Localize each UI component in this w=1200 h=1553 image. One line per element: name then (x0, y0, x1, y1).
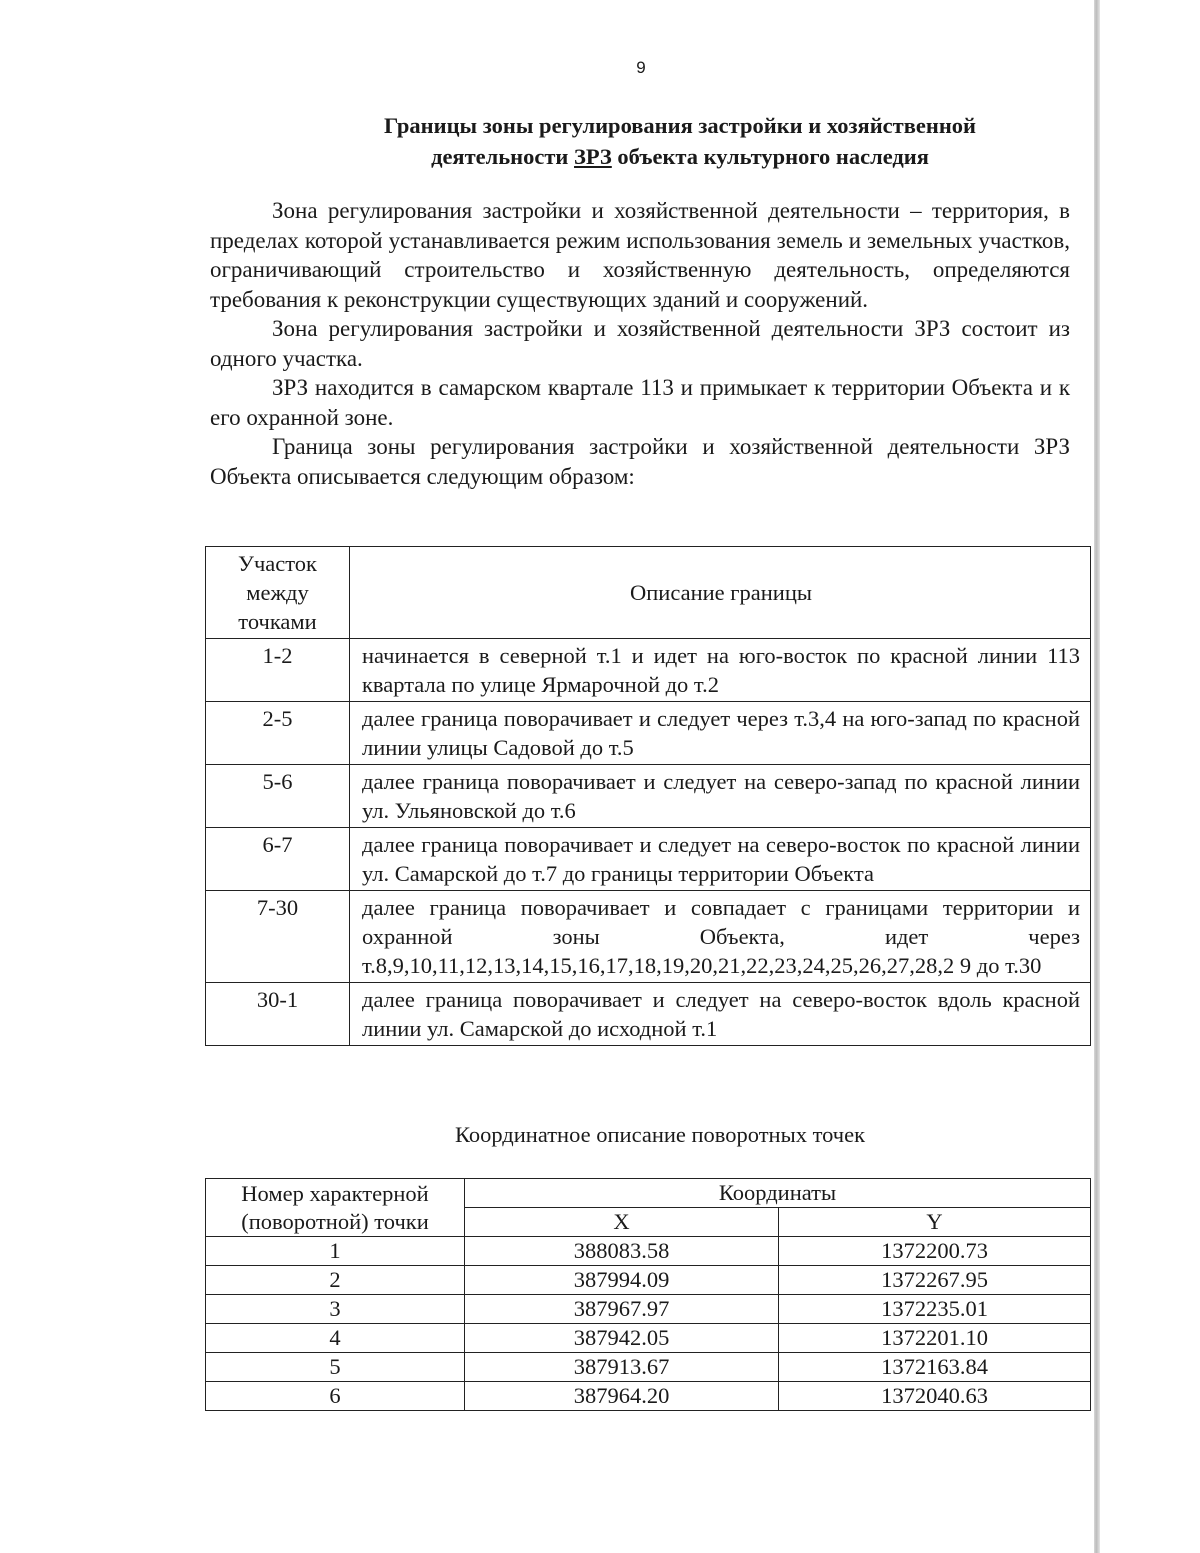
x-cell: 387913.67 (465, 1353, 779, 1382)
coords-table (205, 1178, 1091, 1411)
y-cell: 1372235.01 (779, 1295, 1091, 1324)
segment-cell: 1-2 (206, 639, 350, 702)
table-row (206, 702, 1091, 765)
title-line-2-end: объекта культурного наследия (611, 144, 929, 169)
title-line-2-start: деятельности (431, 144, 575, 169)
x-cell: 387994.09 (465, 1266, 779, 1295)
table-row (206, 891, 1091, 983)
scan-edge-shadow (1094, 0, 1100, 1553)
header-coordinates: Координаты (465, 1179, 1091, 1208)
x-cell: 387942.05 (465, 1324, 779, 1353)
paragraph: Зона регулирования застройки и хозяйственной деятельности ЗРЗ состоит из одного участка. (210, 316, 1070, 371)
y-cell: 1372163.84 (779, 1353, 1091, 1382)
header-y: Y (779, 1208, 1091, 1237)
table-row (206, 1382, 1091, 1411)
table-row (206, 1353, 1091, 1382)
title-abbreviation: ЗРЗ (574, 144, 612, 169)
title-line-1: Границы зоны регулирования застройки и хозяйственной (384, 113, 976, 138)
table-row (206, 828, 1091, 891)
point-cell: 6 (206, 1382, 465, 1411)
point-cell: 5 (206, 1353, 465, 1382)
segment-cell: 6-7 (206, 828, 350, 891)
table-row (206, 1266, 1091, 1295)
point-cell: 4 (206, 1324, 465, 1353)
point-cell: 2 (206, 1266, 465, 1295)
paragraph: Зона регулирования застройки и хозяйственной деятельности – территория, в пределах которой устанавливается режим использования земель и земельных участков, ограничивающий строительство и хозяйственную деятельность, определяются требования к реконструкции существующих зданий и сооружений. (210, 198, 1070, 312)
y-cell: 1372267.95 (779, 1266, 1091, 1295)
table-row (206, 639, 1091, 702)
table-row (206, 1295, 1091, 1324)
header-description: Описание границы (350, 547, 1091, 639)
description-cell: далее граница поворачивает и следует на северо-восток по красной линии ул. Самарской до т.7 до границы территории Объекта (350, 828, 1091, 891)
table-row (206, 1324, 1091, 1353)
x-cell: 388083.58 (465, 1237, 779, 1266)
description-cell: начинается в северной т.1 и идет на юго-восток по красной линии 113 квартала по улице Ярмарочной до т.2 (350, 639, 1091, 702)
x-cell: 387964.20 (465, 1382, 779, 1411)
description-cell: далее граница поворачивает и совпадает с границами территории и охранной зоны Объекта, идет через т.8,9,10,11,12,13,14,15,16,17,18,19,20,21,22,23,24,25,26,27,28,2 9 до т.30 (350, 891, 1091, 983)
x-cell: 387967.97 (465, 1295, 779, 1324)
header-x: X (465, 1208, 779, 1237)
title-line-2 (300, 141, 1060, 172)
segment-cell: 30-1 (206, 983, 350, 1046)
y-cell: 1372040.63 (779, 1382, 1091, 1411)
boundary-table-header (206, 547, 1091, 639)
description-cell: далее граница поворачивает и следует через т.3,4 на юго-запад по красной линии улицы Садовой до т.5 (350, 702, 1091, 765)
segment-cell: 5-6 (206, 765, 350, 828)
point-cell: 1 (206, 1237, 465, 1266)
paragraph: ЗРЗ находится в самарском квартале 113 и примыкает к территории Объекта и к его охранной зоне. (210, 375, 1070, 430)
table-row (206, 765, 1091, 828)
segment-cell: 2-5 (206, 702, 350, 765)
coords-title: Координатное описание поворотных точек (454, 1122, 866, 1147)
description-cell: далее граница поворачивает и следует на северо-восток вдоль красной линии ул. Самарской до исходной т.1 (350, 983, 1091, 1046)
header-point: Номер характерной (поворотной) точки (206, 1179, 465, 1237)
body-text (210, 196, 1070, 491)
coords-header-row (206, 1179, 1091, 1208)
table-row (206, 1237, 1091, 1266)
table-row (206, 983, 1091, 1046)
point-cell: 3 (206, 1295, 465, 1324)
paragraph: Граница зоны регулирования застройки и хозяйственной деятельности ЗРЗ Объекта описывается следующим образом: (210, 434, 1070, 489)
page-number: 9 (636, 58, 646, 77)
header-segment: Участок между точками (206, 547, 350, 639)
segment-cell: 7-30 (206, 891, 350, 983)
page-title (300, 110, 1060, 172)
description-cell: далее граница поворачивает и следует на северо-запад по красной линии ул. Ульяновской до т.6 (350, 765, 1091, 828)
y-cell: 1372200.73 (779, 1237, 1091, 1266)
boundary-table (205, 546, 1091, 1046)
y-cell: 1372201.10 (779, 1324, 1091, 1353)
